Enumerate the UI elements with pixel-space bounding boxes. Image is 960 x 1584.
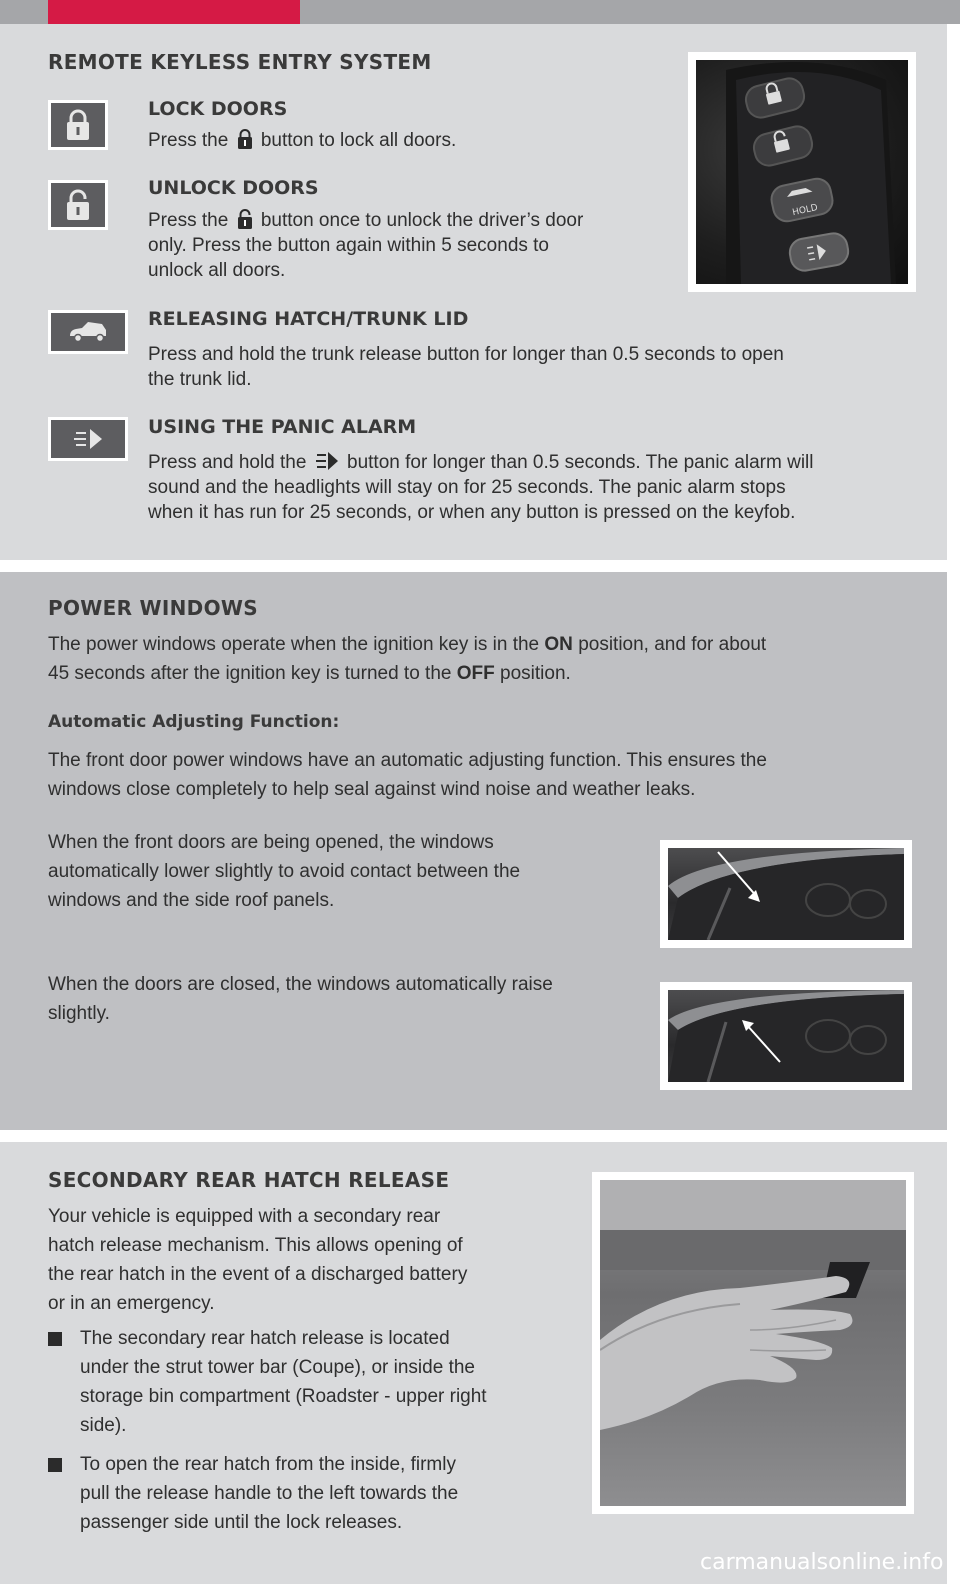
trunk-button-tile [48,310,128,354]
lock-text-after: button to lock all doors. [260,130,457,151]
bullet-marker [48,1458,62,1472]
windows-intro [48,630,908,688]
auto-adjust-line1: The front door power windows have an automatic adjusting function. This ensures the [48,750,767,771]
trunk-text [148,342,784,392]
unlock-icon [64,188,92,222]
keyless-entry-section [0,24,947,560]
secondary-intro-line3: the rear hatch in the event of a discharged battery [48,1264,468,1285]
auto-adjust-line2: windows close completely to help seal against wind noise and weather leaks. [48,779,696,800]
off-label: OFF [456,663,495,684]
window-lower-illustration [668,848,904,940]
unlock-button-tile [48,180,108,230]
unlock-text-line3: unlock all doors. [148,260,286,281]
bullet-2-line3: passenger side until the lock releases. [80,1512,403,1533]
hand-illustration [600,1180,906,1506]
doors-open-line3: windows and the side roof panels. [48,890,335,911]
trunk-text-line1: Press and hold the trunk release button for longer than 0.5 seconds to open [148,344,784,365]
secondary-intro-line1: Your vehicle is equipped with a secondary rear [48,1206,441,1227]
keyfob-illustration [696,60,908,284]
bullet-1-line1: The secondary rear hatch release is located [80,1328,450,1349]
keyfob-photo [688,52,916,292]
doors-closed-text [48,970,553,1028]
bullet-2-line2: pull the release handle to the left towards the [80,1483,459,1504]
unlock-text-before: Press the [148,210,229,231]
auto-adjust-text [48,746,767,804]
panic-button-tile [48,417,128,461]
panic-text-before: Press and hold the [148,452,307,473]
windows-intro-a: The power windows operate when the ignition key is in the [48,634,540,655]
doors-open-text [48,828,520,915]
secondary-intro-line4: or in an emergency. [48,1293,215,1314]
window-raise-photo [660,982,912,1090]
bullet-1-line2: under the strut tower bar (Coupe), or inside the [80,1357,475,1378]
lock-text [148,128,456,153]
window-lower-photo [660,840,912,948]
secondary-intro [48,1202,467,1318]
doors-closed-line1: When the doors are closed, the windows automatically raise [48,974,553,995]
panic-text-line1: button for longer than 0.5 seconds. The panic alarm will [347,452,814,473]
windows-title: POWER WINDOWS [48,596,258,620]
top-bar [0,0,960,24]
keyless-title: REMOTE KEYLESS ENTRY SYSTEM [48,50,432,74]
accent-tab [48,0,300,24]
lock-button-tile [48,100,108,150]
lock-icon [64,108,92,142]
keyfob-image [696,60,908,284]
panic-heading: USING THE PANIC ALARM [148,416,417,438]
keyfob-hold-label: HOLD [791,203,819,219]
power-windows-section [0,572,947,1130]
on-label: ON [544,634,573,655]
bullet-item-1 [80,1324,487,1440]
hatch-release-image [600,1180,906,1506]
windows-intro-c: 45 seconds after the ignition key is turned to the [48,663,452,684]
bullet-1-line3: storage bin compartment (Roadster - upper right [80,1386,487,1407]
bullet-2-line1: To open the rear hatch from the inside, firmly [80,1454,456,1475]
hatch-release-photo [592,1172,914,1514]
lock-text-before: Press the [148,130,229,151]
window-raise-illustration [668,990,904,1082]
unlock-inline-icon [236,208,254,230]
panic-text [148,450,918,525]
doors-open-line1: When the front doors are being opened, the windows [48,832,494,853]
panic-text-line3: when it has run for 25 seconds, or when any button is pressed on the keyfob. [148,502,796,523]
lock-inline-icon [236,128,254,150]
trunk-icon [66,320,110,344]
secondary-title: SECONDARY REAR HATCH RELEASE [48,1168,450,1192]
unlock-text-line1: button once to unlock the driver’s door [260,210,584,231]
window-raise-image [668,990,904,1082]
windows-intro-b: position, and for about [578,634,767,655]
panic-text-line2: sound and the headlights will stay on for 25 seconds. The panic alarm stops [148,477,786,498]
trunk-heading: RELEASING HATCH/TRUNK LID [148,308,469,330]
secondary-intro-line2: hatch release mechanism. This allows opening of [48,1235,463,1256]
auto-adjust-subhead: Automatic Adjusting Function: [48,712,340,732]
doors-closed-line2: slightly. [48,1003,110,1024]
unlock-text [148,208,658,283]
bullet-marker [48,1332,62,1346]
window-lower-image [668,848,904,940]
unlock-text-line2: only. Press the button again within 5 seconds to [148,235,550,256]
unlock-heading: UNLOCK DOORS [148,177,319,199]
bullet-1-line4: side). [80,1415,127,1436]
watermark: carmanualsonline.info [700,1550,944,1575]
trunk-text-line2: the trunk lid. [148,369,252,390]
panic-inline-icon [314,450,340,472]
windows-intro-d: position. [500,663,571,684]
panic-icon [70,426,106,452]
secondary-hatch-section [0,1142,947,1584]
bullet-item-2 [80,1450,458,1537]
lock-heading: LOCK DOORS [148,98,288,120]
doors-open-line2: automatically lower slightly to avoid contact between the [48,861,521,882]
